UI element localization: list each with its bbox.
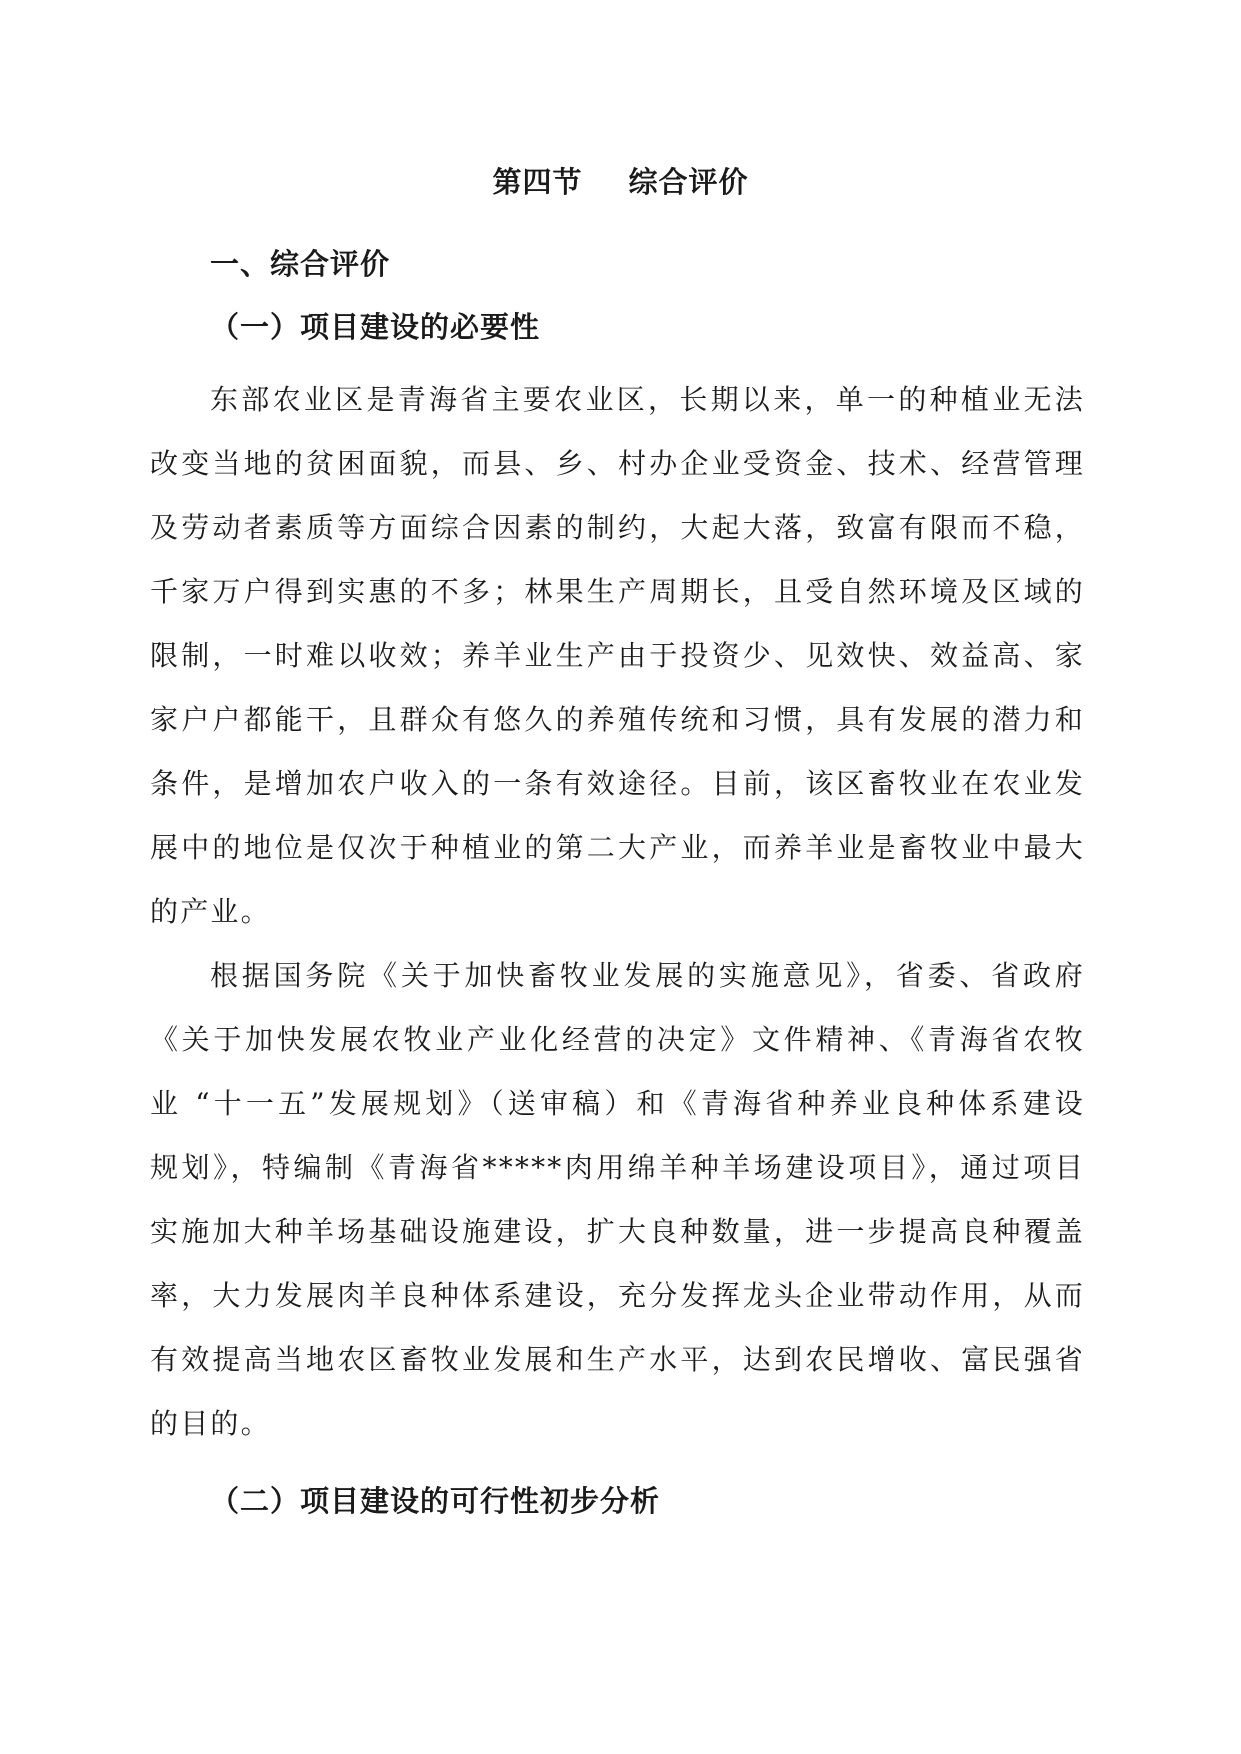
text-line: 千家万户得到实惠的不多；林果生产周期长，且受自然环境及区域的 [150,575,1085,608]
text-line: 有效提高当地农区畜牧业发展和生产水平，达到农民增收、富民强省 [150,1343,1085,1376]
text-line: 东部农业区是青海省主要农业区，长期以来，单一的种植业无法 [210,383,1085,416]
text-line: 改变当地的贫困面貌，而县、乡、村办企业受资金、技术、经营管理 [150,447,1085,480]
subheading-feasibility: （二）项目建设的可行性初步分析 [210,1484,661,1518]
text-line: 率，大力发展肉羊良种体系建设，充分发挥龙头企业带动作用，从而 [150,1279,1085,1312]
text-line: 根据国务院《关于加快畜牧业发展的实施意见》，省委、省政府 [210,959,1085,992]
heading-comprehensive-evaluation: 一、综合评价 [210,247,391,281]
text-line: 实施加大种羊场基础设施建设，扩大良种数量，进一步提高良种覆盖 [150,1215,1085,1248]
section-title [0,160,1241,201]
text-line: 家户户都能干，且群众有悠久的养殖传统和习惯，具有发展的潜力和 [150,703,1085,736]
text-line: 业 “十一五”发展规划》（送审稿）和《青海省种养业良种体系建设 [150,1087,1085,1120]
paragraph-policy-basis [150,944,1085,1456]
section-number: 第四节 [492,165,583,199]
text-line: 的产业。 [150,895,271,928]
subheading-necessity: （一）项目建设的必要性 [210,310,541,344]
section-title-text: 综合评价 [628,165,749,199]
text-line: 及劳动者素质等方面综合因素的制约，大起大落，致富有限而不稳， [150,511,1085,544]
text-line: 限制，一时难以收效；养羊业生产由于投资少、见效快、效益高、家 [150,639,1085,672]
text-line: 《关于加快发展农牧业产业化经营的决定》文件精神、《青海省农牧 [150,1023,1085,1056]
text-line: 展中的地位是仅次于种植业的第二大产业，而养羊业是畜牧业中最大 [150,831,1085,864]
text-line: 规划》，特编制《青海省*****肉用绵羊种羊场建设项目》，通过项目 [150,1151,1085,1184]
text-line: 条件，是增加农户收入的一条有效途径。目前，该区畜牧业在农业发 [150,767,1085,800]
text-line: 的目的。 [150,1407,271,1440]
paragraph-necessity [150,368,1085,944]
